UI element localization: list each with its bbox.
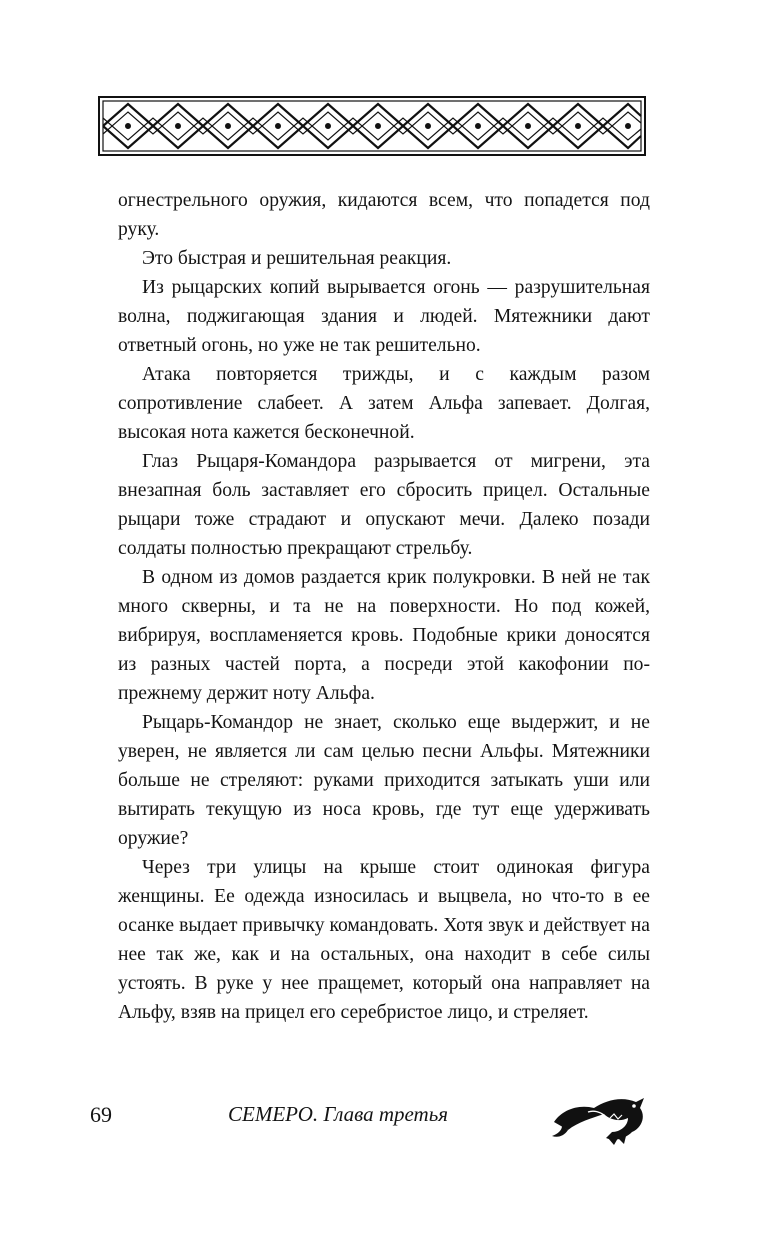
paragraph	[118, 244, 650, 273]
paragraph-text: огнестрельного оружия, кидаются всем, что попадется под руку.	[118, 190, 650, 240]
paragraph	[118, 563, 650, 708]
paragraph-text: Глаз Рыцаря-Командора разрывается от мигрени, эта внезапная боль заставляет его сбросить прицел. Остальные рыцари тоже страдают и опускают мечи. Далеко позади солдаты полностью прекращают стрельбу.	[118, 451, 650, 559]
paragraph-text: Атака повторяется трижды, и с каждым разом сопротивление слабеет. А затем Альфа запевает. Долгая, высокая нота кажется бесконечной.	[118, 364, 650, 443]
paragraph	[118, 708, 650, 853]
paragraph	[118, 853, 650, 1027]
paragraph-text: Рыцарь-Командор не знает, сколько еще выдержит, и не уверен, не является ли сам целью песни Альфы. Мятежники больше не стреляют: руками приходится затыкать уши или вытирать текущую из носа кровь, где тут еще удерживать оружие?	[118, 712, 650, 849]
dragon-icon	[548, 1088, 648, 1146]
page-number: 69	[90, 1102, 112, 1127]
paragraph	[118, 273, 650, 360]
page-footer	[0, 1090, 768, 1150]
paragraph-text: Из рыцарских копий вырывается огонь — разрушительная волна, поджигающая здания и людей. Мятежники дают ответный огонь, но уже не так решительно.	[118, 277, 650, 356]
paragraph-text: В одном из домов раздается крик полукровки. В ней не так много скверны, и та не на поверхности. Но под кожей, вибрируя, воспламеняется кровь. Подобные крики доносятся из разных частей порта, а посреди этой какофонии по-прежнему держит ноту Альфа.	[118, 567, 650, 704]
paragraph-text: Это быстрая и решительная реакция.	[142, 248, 452, 269]
paragraph	[118, 360, 650, 447]
paragraph-text: Через три улицы на крыше стоит одинокая фигура женщины. Ее одежда износилась и выцвела, но что-то в ее осанке выдает привычку командовать. Хотя звук и действует на нее так же, как и на остальных, она находит в себе силы устоять. В руке у нее пращемет, который она направляет на Альфу, взяв на прицел его серебристое лицо, и стреляет.	[118, 857, 650, 1023]
celtic-knot-border-icon	[98, 96, 646, 156]
paragraph	[118, 447, 650, 563]
paragraph	[118, 186, 650, 244]
body-text	[118, 186, 650, 1027]
running-title: СЕМЕРО. Глава третья	[228, 1102, 449, 1126]
